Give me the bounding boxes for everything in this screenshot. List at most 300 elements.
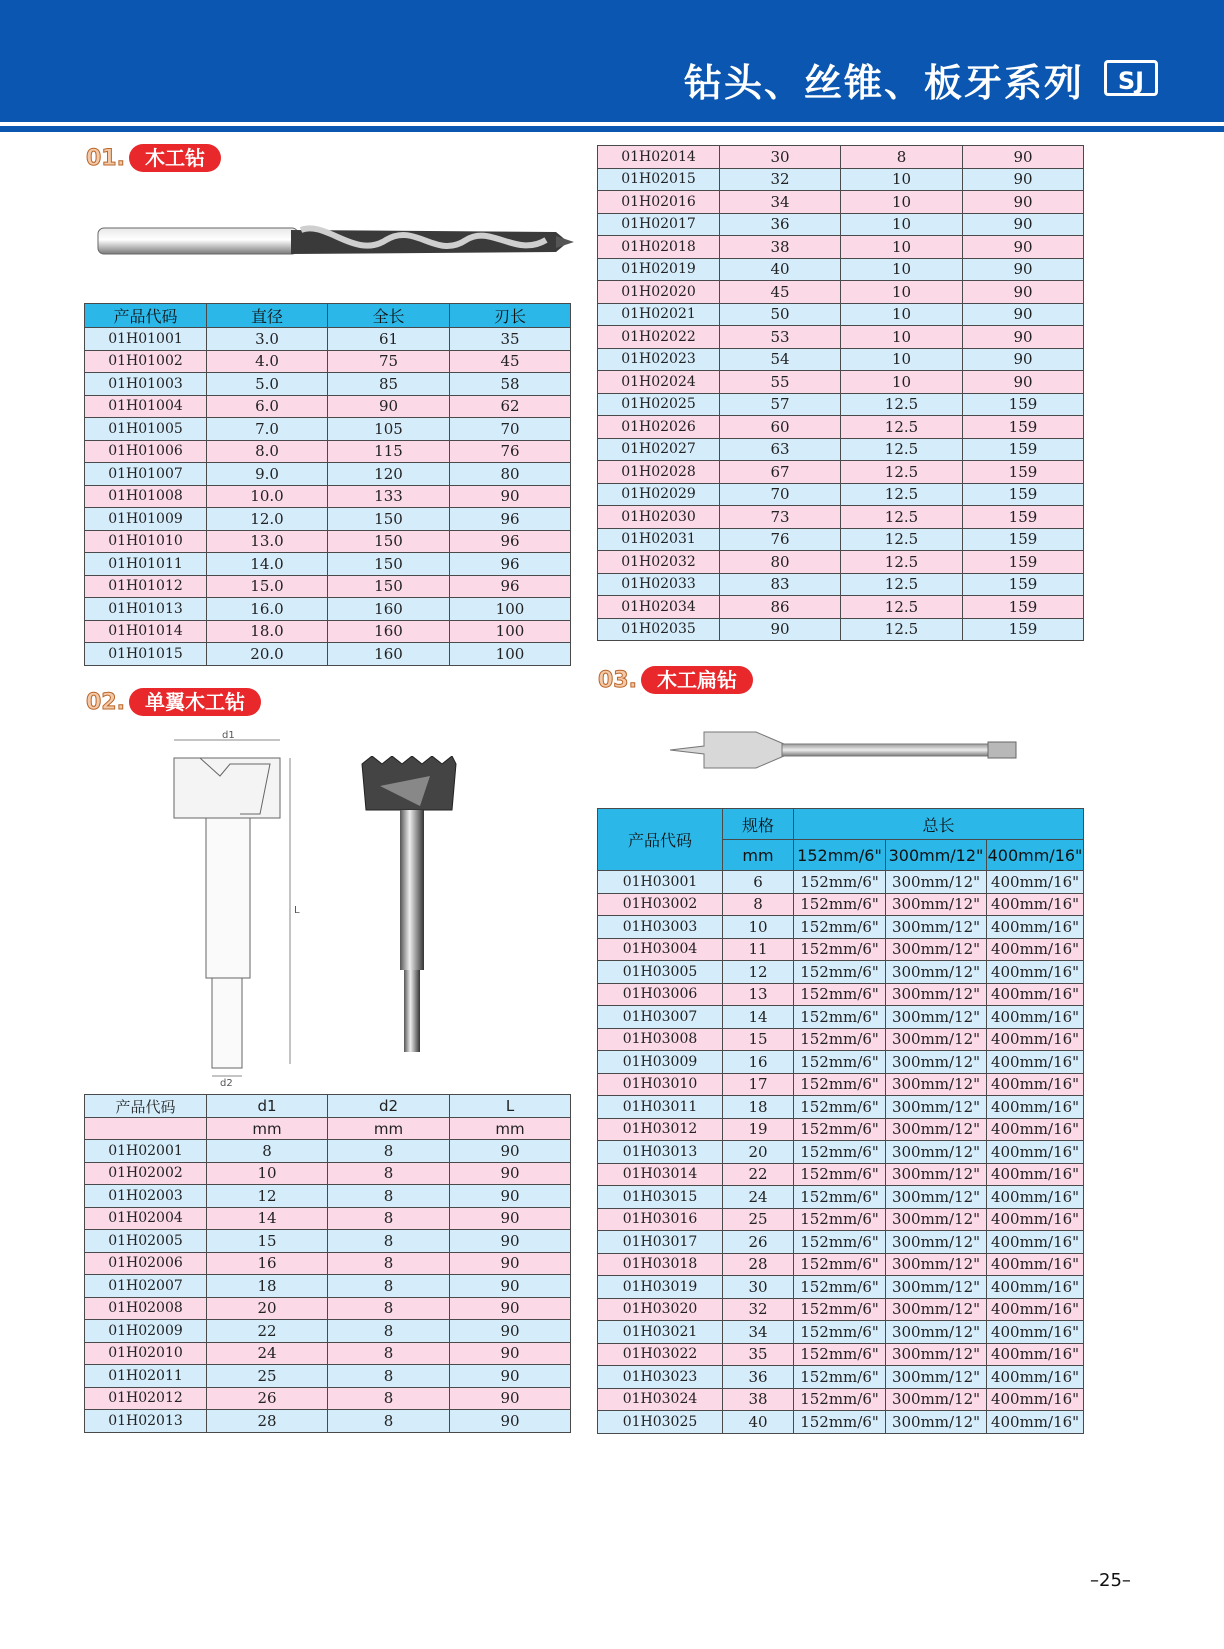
- table-cell: 10: [841, 258, 963, 281]
- table-cell: 300mm/12": [886, 1028, 987, 1051]
- table-cell: 34: [723, 1321, 794, 1344]
- table-cell: 58: [450, 373, 571, 396]
- table-single-wing-drill: [84, 1094, 571, 1433]
- brad-point-drill-image: [86, 200, 586, 300]
- table-row: [85, 530, 571, 553]
- table-cell: 01H02010: [85, 1342, 207, 1365]
- table-cell: 90: [963, 303, 1084, 326]
- table-row: [598, 213, 1084, 236]
- table-cell: 01H03016: [598, 1208, 723, 1231]
- table-cell: 152mm/6": [794, 1366, 886, 1389]
- table-cell: 90: [328, 395, 450, 418]
- section-label-01: [86, 144, 221, 172]
- table-cell: 57: [720, 393, 841, 416]
- table-cell: 300mm/12": [886, 1321, 987, 1344]
- table-cell: 01H03012: [598, 1118, 723, 1141]
- table-cell: 8.0: [207, 440, 328, 463]
- table-cell: 159: [963, 461, 1084, 484]
- table-cell: 3.0: [207, 328, 328, 351]
- table-cell: 01H01009: [85, 508, 207, 531]
- table-cell: 152mm/6": [794, 1411, 886, 1434]
- table-cell: 01H02020: [598, 281, 720, 304]
- table-cell: 90: [450, 1342, 571, 1365]
- table-cell: 01H02005: [85, 1230, 207, 1253]
- table-cell: 8: [328, 1410, 450, 1433]
- table-cell: [85, 1118, 207, 1140]
- table-cell: 01H02002: [85, 1162, 207, 1185]
- table-cell: 133: [328, 485, 450, 508]
- table-row: [85, 1140, 571, 1163]
- table-cell: 63: [720, 438, 841, 461]
- table-cell: 01H01013: [85, 598, 207, 621]
- table-row: [598, 461, 1084, 484]
- table-cell: 13: [723, 983, 794, 1006]
- table-cell: 90: [450, 1140, 571, 1163]
- table-cell: 38: [720, 236, 841, 259]
- table-row: [598, 236, 1084, 259]
- table-cell: 160: [328, 598, 450, 621]
- table-cell: 01H01005: [85, 418, 207, 441]
- table-row: [85, 598, 571, 621]
- table-cell: 150: [328, 530, 450, 553]
- table-cell: 90: [450, 1252, 571, 1275]
- table-cell: 01H02027: [598, 438, 720, 461]
- table-cell: 152mm/6": [794, 1253, 886, 1276]
- table-cell: 16: [207, 1252, 328, 1275]
- table-cell: 90: [720, 618, 841, 641]
- table-cell: 10: [207, 1162, 328, 1185]
- table-cell: 01H02004: [85, 1207, 207, 1230]
- table-cell: 300mm/12": [886, 1411, 987, 1434]
- table-cell: 90: [450, 1185, 571, 1208]
- table-cell: 10: [841, 168, 963, 191]
- table-cell: 8: [328, 1207, 450, 1230]
- section-title: 木工钻: [129, 144, 221, 172]
- table-cell: 6: [723, 871, 794, 894]
- table-cell: 01H02032: [598, 551, 720, 574]
- table-cell: 152mm/6": [794, 1141, 886, 1164]
- table-cell: 70: [450, 418, 571, 441]
- table-cell: 01H02013: [85, 1410, 207, 1433]
- table-cell: 01H02015: [598, 168, 720, 191]
- table-cell: 20: [207, 1297, 328, 1320]
- table-cell: 159: [963, 596, 1084, 619]
- table-cell: 160: [328, 620, 450, 643]
- header-length-400: 400mm/16": [987, 840, 1084, 871]
- table-cell: 10: [841, 281, 963, 304]
- table-cell: 300mm/12": [886, 1366, 987, 1389]
- table-cell: 159: [963, 573, 1084, 596]
- L-label: L: [294, 905, 300, 916]
- table-cell: 90: [450, 1297, 571, 1320]
- table-row: [598, 281, 1084, 304]
- table-row: [598, 938, 1084, 961]
- table-cell: 90: [963, 191, 1084, 214]
- table-row: [85, 440, 571, 463]
- spade-bit-image: [664, 712, 1024, 792]
- table-cell: 152mm/6": [794, 893, 886, 916]
- table-cell: 01H01007: [85, 463, 207, 486]
- section-label-03: [598, 666, 753, 694]
- table-cell: 40: [720, 258, 841, 281]
- table-cell: 400mm/16": [987, 1231, 1084, 1254]
- table-cell: 刃长: [450, 304, 571, 328]
- table-cell: 15: [207, 1230, 328, 1253]
- table-cell: 14: [723, 1006, 794, 1029]
- table-row: [85, 395, 571, 418]
- table-cell: 01H02022: [598, 326, 720, 349]
- section-number: 03.: [598, 667, 637, 693]
- table-cell: 159: [963, 483, 1084, 506]
- table-cell: 400mm/16": [987, 1343, 1084, 1366]
- table-cell: 152mm/6": [794, 1298, 886, 1321]
- table-cell: 152mm/6": [794, 938, 886, 961]
- table-cell: 12.5: [841, 573, 963, 596]
- table-cell: 300mm/12": [886, 1276, 987, 1299]
- table-cell: 300mm/12": [886, 1298, 987, 1321]
- table-cell: 76: [450, 440, 571, 463]
- table-cell: 01H03004: [598, 938, 723, 961]
- table-cell: 01H02028: [598, 461, 720, 484]
- table-cell: 01H02025: [598, 393, 720, 416]
- table-cell: 8: [328, 1275, 450, 1298]
- table-cell: 152mm/6": [794, 1276, 886, 1299]
- table-cell: 01H02016: [598, 191, 720, 214]
- table-cell: 01H02034: [598, 596, 720, 619]
- table-cell: 300mm/12": [886, 1343, 987, 1366]
- table-cell: 01H03014: [598, 1163, 723, 1186]
- table-cell: 4.0: [207, 350, 328, 373]
- table-cell: 01H03011: [598, 1096, 723, 1119]
- table-cell: 01H03023: [598, 1366, 723, 1389]
- table-cell: 96: [450, 530, 571, 553]
- table-row: [598, 1253, 1084, 1276]
- table-cell: 01H02024: [598, 371, 720, 394]
- table-row: [598, 983, 1084, 1006]
- table-row: [85, 485, 571, 508]
- table-cell: 400mm/16": [987, 1051, 1084, 1074]
- table-row: [85, 1365, 571, 1388]
- table-cell: 01H01004: [85, 395, 207, 418]
- table-cell: 90: [450, 1162, 571, 1185]
- table-row: [598, 438, 1084, 461]
- table-cell: 01H02009: [85, 1320, 207, 1343]
- table-cell: 01H02018: [598, 236, 720, 259]
- table-row: [85, 304, 571, 328]
- table-row: [598, 1186, 1084, 1209]
- table-cell: 9.0: [207, 463, 328, 486]
- table-cell: 159: [963, 506, 1084, 529]
- table-row: [85, 620, 571, 643]
- table-cell: 120: [328, 463, 450, 486]
- table-cell: 18.0: [207, 620, 328, 643]
- table-cell: 32: [723, 1298, 794, 1321]
- table-cell: 10: [841, 236, 963, 259]
- table-cell: 152mm/6": [794, 1028, 886, 1051]
- d1-label: d1: [222, 730, 235, 741]
- table-cell: 159: [963, 438, 1084, 461]
- table-row: [598, 326, 1084, 349]
- table-cell: 11: [723, 938, 794, 961]
- table-cell: 400mm/16": [987, 1366, 1084, 1389]
- table-cell: 90: [963, 236, 1084, 259]
- table-cell: 24: [207, 1342, 328, 1365]
- table-cell: 38: [723, 1388, 794, 1411]
- table-cell: 10: [841, 371, 963, 394]
- table-cell: 8: [328, 1185, 450, 1208]
- table-cell: 90: [450, 1387, 571, 1410]
- table-cell: 300mm/12": [886, 1231, 987, 1254]
- table-row: [598, 551, 1084, 574]
- table-cell: 01H02001: [85, 1140, 207, 1163]
- table-cell: 55: [720, 371, 841, 394]
- table-cell: d2: [328, 1095, 450, 1118]
- table-row: [598, 1388, 1084, 1411]
- table-cell: 01H03002: [598, 893, 723, 916]
- table-cell: 54: [720, 348, 841, 371]
- table-cell: mm: [207, 1118, 328, 1140]
- table-row: [85, 1320, 571, 1343]
- table-cell: 12.5: [841, 416, 963, 439]
- table-cell: 96: [450, 553, 571, 576]
- table-cell: 400mm/16": [987, 1388, 1084, 1411]
- table-cell: 12.5: [841, 461, 963, 484]
- table-cell: 01H02030: [598, 506, 720, 529]
- table-cell: 01H03021: [598, 1321, 723, 1344]
- table-row: [598, 1163, 1084, 1186]
- table-row: [598, 258, 1084, 281]
- table-cell: 90: [963, 213, 1084, 236]
- table-cell: 300mm/12": [886, 1051, 987, 1074]
- table-cell: 20.0: [207, 643, 328, 666]
- table-cell: 300mm/12": [886, 961, 987, 984]
- table-cell: 01H03017: [598, 1231, 723, 1254]
- table-row: [598, 916, 1084, 939]
- table-cell: mm: [450, 1118, 571, 1140]
- table-cell: 8: [328, 1342, 450, 1365]
- table-row: [598, 1276, 1084, 1299]
- table-row: [85, 350, 571, 373]
- table-row: [85, 1207, 571, 1230]
- table-cell: mm: [328, 1118, 450, 1140]
- table-cell: 300mm/12": [886, 1163, 987, 1186]
- table-cell: 01H03022: [598, 1343, 723, 1366]
- table-cell: 7.0: [207, 418, 328, 441]
- table-cell: 01H03020: [598, 1298, 723, 1321]
- table-cell: 01H03013: [598, 1141, 723, 1164]
- table-cell: 28: [723, 1253, 794, 1276]
- table-cell: 400mm/16": [987, 1411, 1084, 1434]
- table-cell: 105: [328, 418, 450, 441]
- table-cell: 152mm/6": [794, 1163, 886, 1186]
- table-cell: 90: [963, 168, 1084, 191]
- table-cell: 96: [450, 508, 571, 531]
- table-row: [598, 348, 1084, 371]
- table-cell: 96: [450, 575, 571, 598]
- table-cell: 61: [328, 328, 450, 351]
- section-title: 木工扁钻: [641, 666, 753, 694]
- table-row: [598, 1208, 1084, 1231]
- table-cell: 12.0: [207, 508, 328, 531]
- table-cell: 400mm/16": [987, 893, 1084, 916]
- section-number: 01.: [86, 145, 125, 171]
- table-cell: 12: [207, 1185, 328, 1208]
- table-cell: 01H03015: [598, 1186, 723, 1209]
- table-cell: 400mm/16": [987, 1298, 1084, 1321]
- table-cell: 20: [723, 1141, 794, 1164]
- table-cell: 01H02031: [598, 528, 720, 551]
- table-cell: 8: [328, 1320, 450, 1343]
- table-cell: 150: [328, 575, 450, 598]
- header-length-152: 152mm/6": [794, 840, 886, 871]
- table-cell: 01H02023: [598, 348, 720, 371]
- table-cell: 产品代码: [85, 304, 207, 328]
- table-cell: 01H03003: [598, 916, 723, 939]
- table-cell: 300mm/12": [886, 983, 987, 1006]
- table-row: [598, 1366, 1084, 1389]
- table-cell: 400mm/16": [987, 1096, 1084, 1119]
- table-row: [598, 1006, 1084, 1029]
- table-cell: 全长: [328, 304, 450, 328]
- table-cell: 53: [720, 326, 841, 349]
- table-cell: 400mm/16": [987, 1028, 1084, 1051]
- table-cell: 01H03006: [598, 983, 723, 1006]
- table-row: [85, 328, 571, 351]
- table-cell: 90: [450, 485, 571, 508]
- table-cell: 8: [328, 1252, 450, 1275]
- table-cell: 159: [963, 416, 1084, 439]
- table-cell: 90: [963, 258, 1084, 281]
- table-cell: 12.5: [841, 438, 963, 461]
- table-row: [85, 1185, 571, 1208]
- table-cell: 400mm/16": [987, 916, 1084, 939]
- table-row: [598, 506, 1084, 529]
- table-row: [85, 1230, 571, 1253]
- table-row: [85, 553, 571, 576]
- table-cell: 01H02012: [85, 1387, 207, 1410]
- table-cell: 01H02008: [85, 1297, 207, 1320]
- header-total-length: 总长: [794, 809, 1084, 840]
- table-cell: 83: [720, 573, 841, 596]
- table-cell: 400mm/16": [987, 983, 1084, 1006]
- table-cell: 152mm/6": [794, 1186, 886, 1209]
- table-cell: 152mm/6": [794, 1208, 886, 1231]
- table-cell: 67: [720, 461, 841, 484]
- table-cell: 14: [207, 1207, 328, 1230]
- table-row: [85, 373, 571, 396]
- table-row: [598, 191, 1084, 214]
- table-cell: 300mm/12": [886, 871, 987, 894]
- table-row: [85, 1410, 571, 1433]
- table-cell: 62: [450, 395, 571, 418]
- table-row: [598, 618, 1084, 641]
- table-cell: 01H02014: [598, 146, 720, 169]
- table-cell: 10: [841, 303, 963, 326]
- section-number: 02.: [86, 689, 125, 715]
- table-cell: 100: [450, 620, 571, 643]
- table-cell: 24: [723, 1186, 794, 1209]
- table-row: [598, 871, 1084, 894]
- header-divider-bar: [0, 126, 1224, 132]
- table-cell: 01H02033: [598, 573, 720, 596]
- table-cell: 300mm/12": [886, 1118, 987, 1141]
- table-cell: 16: [723, 1051, 794, 1074]
- table-cell: 400mm/16": [987, 961, 1084, 984]
- table-cell: 12.5: [841, 596, 963, 619]
- table-row: [598, 1298, 1084, 1321]
- table-cell: 01H02017: [598, 213, 720, 236]
- table-cell: 01H01010: [85, 530, 207, 553]
- table-cell: 01H03025: [598, 1411, 723, 1434]
- page-number: –25–: [1090, 1570, 1131, 1591]
- table-cell: d1: [207, 1095, 328, 1118]
- table-cell: 01H03018: [598, 1253, 723, 1276]
- table-cell: 90: [450, 1207, 571, 1230]
- table-single-wing-drill-continued: [597, 145, 1084, 641]
- table-cell: 35: [723, 1343, 794, 1366]
- table-cell: 152mm/6": [794, 961, 886, 984]
- table-cell: 100: [450, 598, 571, 621]
- table-cell: 45: [450, 350, 571, 373]
- table-cell: 10: [723, 916, 794, 939]
- table-cell: 01H01008: [85, 485, 207, 508]
- table-cell: 152mm/6": [794, 1388, 886, 1411]
- header-code: 产品代码: [598, 809, 723, 871]
- table-row: [85, 1252, 571, 1275]
- table-cell: 10: [841, 348, 963, 371]
- table-cell: 26: [723, 1231, 794, 1254]
- table-cell: 152mm/6": [794, 1006, 886, 1029]
- table-cell: 152mm/6": [794, 1073, 886, 1096]
- table-cell: 152mm/6": [794, 1051, 886, 1074]
- table-cell: 12.5: [841, 393, 963, 416]
- table-cell: 01H02021: [598, 303, 720, 326]
- table-cell: 12.5: [841, 551, 963, 574]
- table-cell: 85: [328, 373, 450, 396]
- table-row: [598, 573, 1084, 596]
- table-cell: 300mm/12": [886, 1096, 987, 1119]
- table-cell: 152mm/6": [794, 1118, 886, 1141]
- table-row: [85, 1275, 571, 1298]
- table-row: [598, 596, 1084, 619]
- table-cell: 400mm/16": [987, 1208, 1084, 1231]
- table-cell: 01H01011: [85, 553, 207, 576]
- table-row: [85, 575, 571, 598]
- table-cell: 75: [328, 350, 450, 373]
- table-cell: 34: [720, 191, 841, 214]
- table-cell: 14.0: [207, 553, 328, 576]
- table-cell: 01H03009: [598, 1051, 723, 1074]
- table-cell: 8: [328, 1140, 450, 1163]
- table-spade-bit: [597, 808, 1084, 1434]
- table-cell: 152mm/6": [794, 916, 886, 939]
- table-cell: 300mm/12": [886, 1253, 987, 1276]
- table-row: [598, 1096, 1084, 1119]
- table-row: [598, 1118, 1084, 1141]
- table-cell: 01H03001: [598, 871, 723, 894]
- section-label-02: [86, 688, 261, 716]
- table-cell: 17: [723, 1073, 794, 1096]
- table-cell: 300mm/12": [886, 1006, 987, 1029]
- table-cell: 90: [450, 1230, 571, 1253]
- table-cell: 01H02019: [598, 258, 720, 281]
- table-cell: 12.5: [841, 506, 963, 529]
- table-cell: 152mm/6": [794, 1231, 886, 1254]
- table-cell: 152mm/6": [794, 871, 886, 894]
- table-cell: 01H02035: [598, 618, 720, 641]
- table-cell: 01H02003: [85, 1185, 207, 1208]
- table-row: [85, 1162, 571, 1185]
